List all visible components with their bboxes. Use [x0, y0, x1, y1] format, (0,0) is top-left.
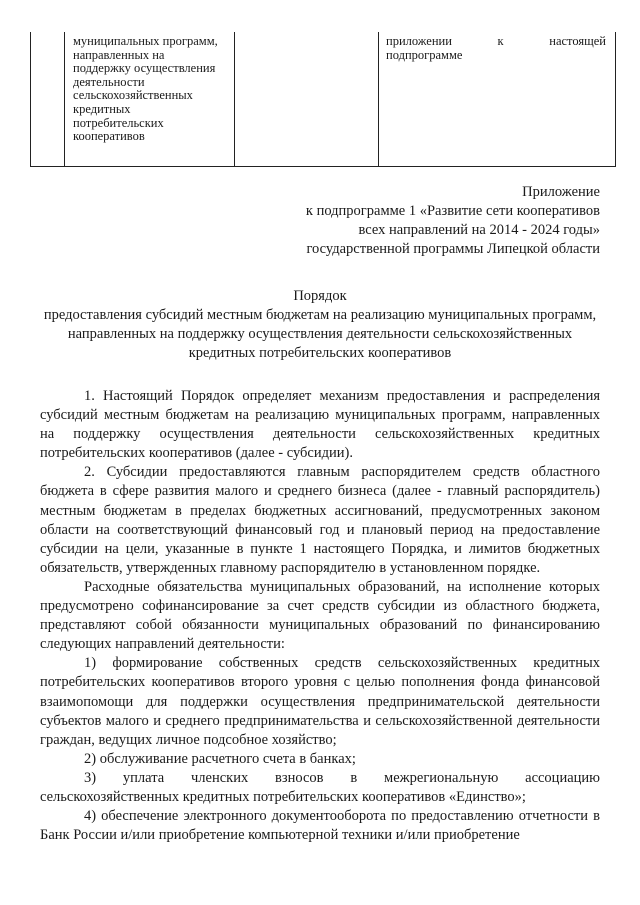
- paragraph: 1) формирование собственных средств сельскохозяйственных кредитных потребительских кооперативов второго уровня с целью пополнения фонда финансовой взаимопомощи для поддержки осуществления предпринимательской деятельности субъектов малого и среднего предпринимательства и сельскохозяйственной деятельности граждан, ведущих личное подсобное хозяйство;: [40, 655, 600, 748]
- document-body: [40, 387, 600, 845]
- paragraph: Расходные обязательства муниципальных образований, на исполнение которых предусмотрено софинансирование за счет средств субсидии из областного бюджета, представляют собой обязанности муниципальных образований по финансированию следующих направлений деятельности:: [40, 578, 600, 653]
- paragraph: 4) обеспечение электронного документооборота по предоставлению отчетности в Банк России и/или приобретение компьютерной техники и/или приобретение: [40, 808, 600, 844]
- appendix-line: Приложение: [522, 184, 600, 200]
- table-column-divider: [234, 32, 235, 166]
- appendix-line: к подпрограмме 1 «Развитие сети кооперативов: [305, 203, 600, 219]
- table-cell-appendix-ref: [386, 35, 606, 62]
- appendix-header: [270, 183, 600, 259]
- table-cell-word: настоящей: [549, 34, 606, 48]
- document-title: Порядок: [293, 288, 347, 304]
- paragraph: 2. Субсидии предоставляются главным распорядителем средств областного бюджета в сфере развития малого и среднего бизнеса (далее - главный распорядитель) местным бюджетам в пределах бюджетных ассигнований, предусмотренных законом области на соответствующий финансовый год и плановый период на предоставление субсидии на цели, указанные в пункте 1 настоящего Порядка, и лимитов бюджетных обязательств, утвержденных главному распорядителю в установленном порядке.: [40, 464, 600, 576]
- table-cell-line: подпрограмме: [386, 47, 463, 62]
- appendix-line: государственной программы Липецкой области: [306, 241, 600, 257]
- table-cell-word: к: [497, 34, 504, 48]
- table-cell-word: приложении: [386, 34, 452, 48]
- paragraph: 2) обслуживание расчетного счета в банках;: [84, 750, 356, 767]
- table-column-divider: [64, 32, 65, 166]
- appendix-line: всех направлений на 2014 - 2024 годы»: [358, 222, 600, 238]
- paragraph: 3) уплата членских взносов в межрегиональную ассоциацию сельскохозяйственных кредитных потребительских кооперативов «Единство»;: [40, 769, 600, 805]
- document-subtitle: предоставления субсидий местным бюджетам на реализацию муниципальных программ, направленных на поддержку осуществления деятельности сельскохозяйственных кредитных потребительских кооперативов: [43, 307, 597, 361]
- paragraph: 1. Настоящий Порядок определяет механизм предоставления и распределения субсидий местным бюджетам на реализацию муниципальных программ, направленных на поддержку осуществления деятельности сельскохозяйственных кредитных потребительских кооперативов (далее - субсидии).: [40, 388, 600, 462]
- table-fragment: [30, 32, 616, 167]
- table-column-divider: [378, 32, 379, 166]
- table-cell-program-text: муниципальных программ, направленных на поддержку осуществления деятельности сельскохозяйственных кредитных потребительских кооперативов: [73, 34, 218, 144]
